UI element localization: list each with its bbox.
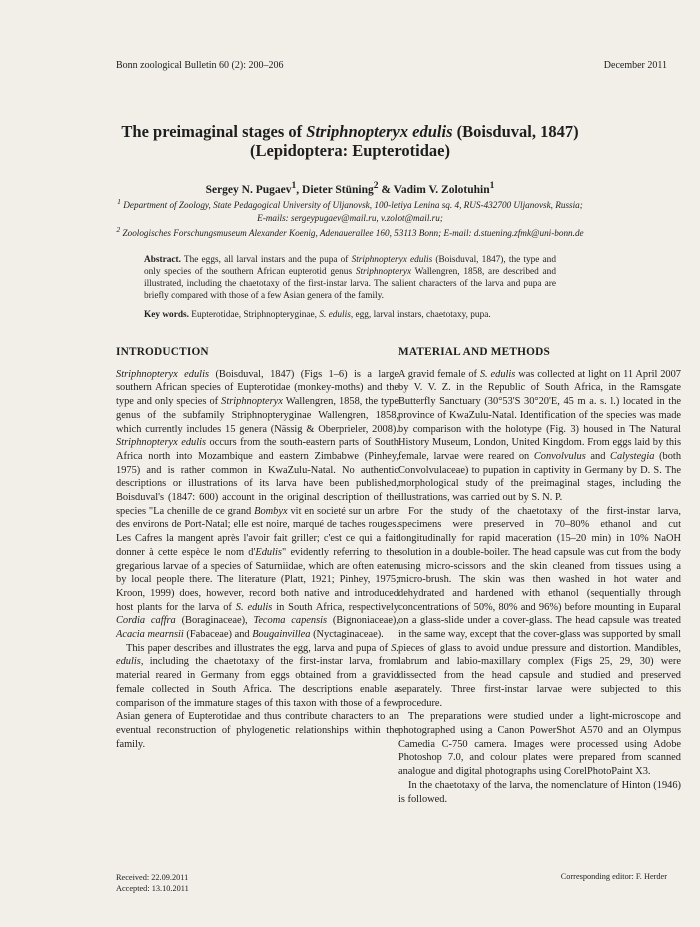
italic-term: Striphnopteryx edulis [116, 368, 210, 380]
right-column [398, 346, 681, 806]
keywords-italic: S. edulis [319, 310, 351, 320]
introduction-paragraph-1 [116, 368, 399, 642]
abstract-block [144, 254, 556, 328]
abstract-italic: Striphnopteryx [355, 267, 412, 277]
methods-paragraph-1 [398, 368, 681, 505]
italic-term: Acacia mearnsii [116, 629, 184, 641]
italic-term: Striphnopteryx [221, 396, 283, 408]
body-text: vit en societé sur un arbre des environs de Port-Natal; elle est noire, marqué de taches rouges. Les Cafres la mangent après l'avoir fait griller; c'est ce qui a fait donner à cette espèce le nom d' [116, 505, 399, 558]
body-text: (Nyctaginaceae). [310, 629, 384, 641]
author-1-affil: 1 [291, 180, 297, 191]
author-2-affil: 2 [373, 180, 379, 191]
accepted-date: Accepted: 13.10.2011 [116, 884, 189, 893]
corresponding-editor: Corresponding editor: F. Herder [560, 872, 667, 881]
body-text: , including the chaetotaxy of the first-instar larva, from material reared in Germany from eggs obtained from a gravid female collected in South Africa. The descriptions enable a comparison of the immature stages of this taxon with those of a few Asian genera of Eupterotidae and thus contribute characters to an eventual reconstruction of phylogenetic relationships within the family. [116, 656, 399, 750]
body-text: " evidently referring to the gregarious larvae of a species of Saturniidae, which are often eaten by local people there. The literature (Platt, 1921; Pinhey, 1975; Kroon, 1999) does, however, record both native and introduced host plants for the larva of [116, 546, 400, 613]
italic-term: Bougainvillea [252, 629, 311, 641]
abstract-text: Wallengren, 1858, are described and illustrated, including the chaetotaxy of the first-instar larva. The salient characters of the larva and pupa are briefly compared with those of a few Asian genera of the family. [144, 267, 556, 301]
body-text: (Fabaceae) and [183, 629, 253, 641]
affiliation-1-emails: E-mails: sergeypugaev@mail.ru, v.zolot@mail.ru; [257, 212, 443, 223]
italic-term: Calystegia [610, 450, 655, 462]
abstract-italic: Striphnopteryx edulis [351, 255, 433, 265]
italic-term: S. edulis [479, 368, 516, 380]
italic-term: Striphnopteryx edulis [116, 437, 207, 449]
introduction-heading: INTRODUCTION [116, 346, 209, 358]
title-line1-species: Striphnopteryx edulis [306, 122, 453, 141]
author-list [100, 180, 600, 196]
body-text: This paper describes and illustrates the egg, larva and pupa of [126, 642, 392, 654]
body-text: occurs from the south-eastern parts of South Africa north into Mozambique and eastern Zimbabwe (Pinhey, 1975) and is rather common in KwaZulu-Natal. No authentic descriptions or illustrations of its larva have been published, Boisduval's (1847: 600) account in the original description of the species "La chenille de ce grand [116, 437, 399, 517]
body-text: A gravid female of [398, 368, 480, 380]
italic-term: S. edulis [116, 642, 399, 668]
abstract-text: (Boisduval, 1847), the type and only species of the southern African eupterotid genus [144, 255, 556, 277]
italic-term: Tecoma capensis [253, 615, 328, 627]
body-text: and [585, 450, 611, 462]
body-text: was collected at light on 11 April 2007 by V. V. Z. in the Republic of South Africa, in the Ramsgate Butterfly Sanctuary (30°53'S 30°20'E, 45 m a. s. l.) located in the province of KwaZulu-Natal. Identification of the species was made by comparison with the holotype (Fig. 3) housed in The Natural History Museum, London, United Kingdom. From eggs laid by this female, larvae were reared on [398, 368, 681, 462]
body-text: (both Convolvulaceae) to pupation in captivity in Germany by D. S. The morphological study of the preimaginal stages, including the illustrations, was carried out by S. N. P. [398, 450, 682, 504]
methods-paragraph-3: The preparations were studied under a light-microscope and photographed using a Canon PowerShot A570 and an Olympus Camedia C-750 camera. Images were processed using Adobe Photoshop 7.0, and colour plates were prepared from scanned analogue and digital photographs using CorelPhotoPaint X3. [398, 711, 681, 778]
keywords-label: Key words. [144, 310, 189, 320]
article-title [100, 122, 600, 160]
methods-paragraph-2: For the study of the chaetotaxy of the first-instar larva, specimens were preserved in 70–80% ethanol and cut longitudinally for rapid maceration (15–20 min) in 10% NaOH solution in a double-boiler. The head capsule was cut from the body using micro-scissors and the skin cleaned from tissues using a micro-brush. The skin was then washed in hot water and dehydrated and hardened with ethanol (sequentially through concentrations of 50%, 80% and 96%) before mounting in Euparal on a glass-slide under a cover-glass. The head capsule was treated in the same way, except that the cover-glass was supported by small pieces of glass to avoid undue pressure and distortion. Mandibles, labrum and labio-maxillary complex (Figs 25, 29, 30) were dissected from the head capsule and studied and preserved separately. Three first-instar larvae were subjected to this procedure. [398, 505, 681, 709]
affiliation-1-mark: 1 [117, 197, 121, 206]
running-head-date: December 2011 [603, 60, 667, 71]
italic-term: Cordia caffra [116, 615, 176, 627]
body-text: in South Africa, respectively [272, 601, 399, 613]
italic-term: Bombyx [254, 505, 288, 517]
author-3: & Vadim V. Zolotuhin [378, 183, 490, 196]
abstract-label: Abstract. [144, 255, 181, 265]
affiliation-2-mark: 2 [116, 225, 121, 235]
methods-heading: MATERIAL AND METHODS [398, 346, 550, 358]
author-1: Sergey N. Pugaev [205, 183, 292, 196]
italic-term: Convolvulus [533, 450, 586, 462]
affiliations [100, 196, 600, 240]
italic-term: Edulis [255, 546, 282, 558]
title-line2: (Lepidoptera: Eupterotidae) [250, 141, 450, 160]
affiliation-1: Department of Zoology, State Pedagogical University of Uljanovsk, 100-letiya Lenina sq. 4, RUS-432700 Uljanovsk, Russia; [120, 200, 583, 211]
abstract [144, 254, 556, 302]
author-2: , Dieter Stüning [296, 183, 374, 196]
methods-paragraph-4: In the chaetotaxy of the larva, the nomenclature of Hinton (1946) is followed. [398, 779, 681, 805]
body-text: (Bignoniaceae), [327, 615, 399, 627]
abstract-text: The eggs, all larval instars and the pupa of [180, 255, 352, 265]
received-accepted-dates [116, 872, 189, 894]
left-column [116, 346, 399, 751]
title-line1-prefix: The preimaginal stages of [121, 122, 307, 141]
body-text: (Boisduval, 1847) (Figs 1–6) is a large southern African species of Eupterotidae (monkey-moths) and the type and only species of [116, 368, 399, 408]
body-text: (Boraginaceae), [175, 615, 254, 627]
received-date: Received: 22.09.2011 [116, 873, 189, 882]
keywords-text: Eupterotidae, Striphnopteryginae, [188, 310, 320, 320]
introduction-paragraph-2 [116, 642, 399, 752]
affiliation-2: Zoologisches Forschungsmuseum Alexander Koenig, Adenauerallee 160, 53113 Bonn; E-mail: d.stuening.zfmk@uni-bonn.de [120, 228, 584, 239]
keywords-text: , egg, larval instars, chaetotaxy, pupa. [350, 310, 491, 320]
body-text: Wallengren, 1858, the type genus of the subfamily Striphnopteryginae Wallengren, 1858, which currently includes 15 genera (Nässig & Oberprieler, 2008). [116, 396, 399, 435]
author-3-affil: 1 [489, 180, 495, 191]
title-line1-suffix: (Boisduval, 1847) [452, 122, 579, 141]
italic-term: S. edulis [235, 601, 273, 613]
running-head-journal: Bonn zoological Bulletin 60 (2): 200–206 [116, 60, 284, 71]
keywords [144, 309, 556, 321]
